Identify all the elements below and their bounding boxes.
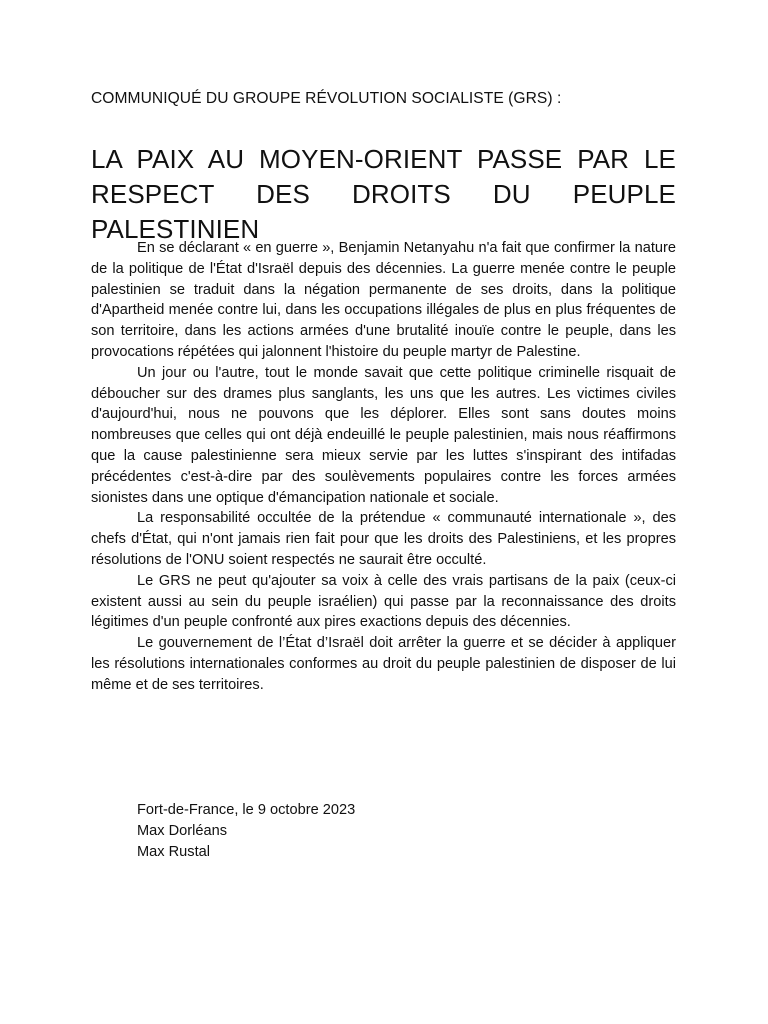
document-body <box>91 238 676 696</box>
signatory-name: Max Dorléans <box>137 823 228 839</box>
body-paragraph: La responsabilité occultée de la prétendue « communauté internationale », des chefs d'État, qui n'ont jamais rien fait pour que les droits des Palestiniens, et les propres résolutions de l'ONU soient respectés ne saurait être occulté. <box>91 510 676 568</box>
body-paragraph: Un jour ou l'autre, tout le monde savait que cette politique criminelle risquait de déboucher sur des drames plus sanglants, les uns que les autres. Les victimes civiles d'aujourd'hui, nous ne pouvons que les déplorer. Elles sont sans doutes moins nombreuses que celles qui ont déjà endeuillé le peuple palestinien, mais nous réaffirmons que la cause palestinienne sera mieux servie par les luttes s'inspirant des intifadas précédentes c'est-à-dire par des soulèvements populaires contre les forces armées sionistes dans une optique d'émancipation nationale et sociale. <box>91 364 676 506</box>
communique-header: COMMUNIQUÉ DU GROUPE RÉVOLUTION SOCIALISTE (GRS) : <box>91 90 562 107</box>
place-date: Fort-de-France, le 9 octobre 2023 <box>137 802 356 818</box>
signature-block <box>137 800 355 863</box>
body-paragraph: Le GRS ne peut qu'ajouter sa voix à celle des vrais partisans de la paix (ceux-ci existent aussi au sein du peuple israélien) qui passe par la reconnaissance des droits légitimes d'un peuple confronté aux pires exactions depuis des décennies. <box>91 572 676 631</box>
body-paragraph: Le gouvernement de l’État d’Israël doit arrêter la guerre et se décider à appliquer les résolutions internationales conformes au droit du peuple palestinien de disposer de lui même et de ses territoires. <box>91 635 676 693</box>
body-paragraph: En se déclarant « en guerre », Benjamin Netanyahu n'a fait que confirmer la nature de la politique de l'État d'Israël depuis des décennies. La guerre menée contre le peuple palestinien se traduit dans la négation permanente de ses droits, dans la politique d'Apartheid menée contre lui, dans les occupations illégales de plus en plus fréquentes de son territoire, dans les actions armées d'une brutalité inouïe contre le peuple, dans les provocations répétées qui jalonnent l'histoire du peuple martyr de Palestine. <box>91 240 676 360</box>
document-title: LA PAIX AU MOYEN-ORIENT PASSE PAR LE RESPECT DES DROITS DU PEUPLE PALESTINIEN <box>91 144 676 244</box>
signatory-name: Max Rustal <box>137 844 210 860</box>
